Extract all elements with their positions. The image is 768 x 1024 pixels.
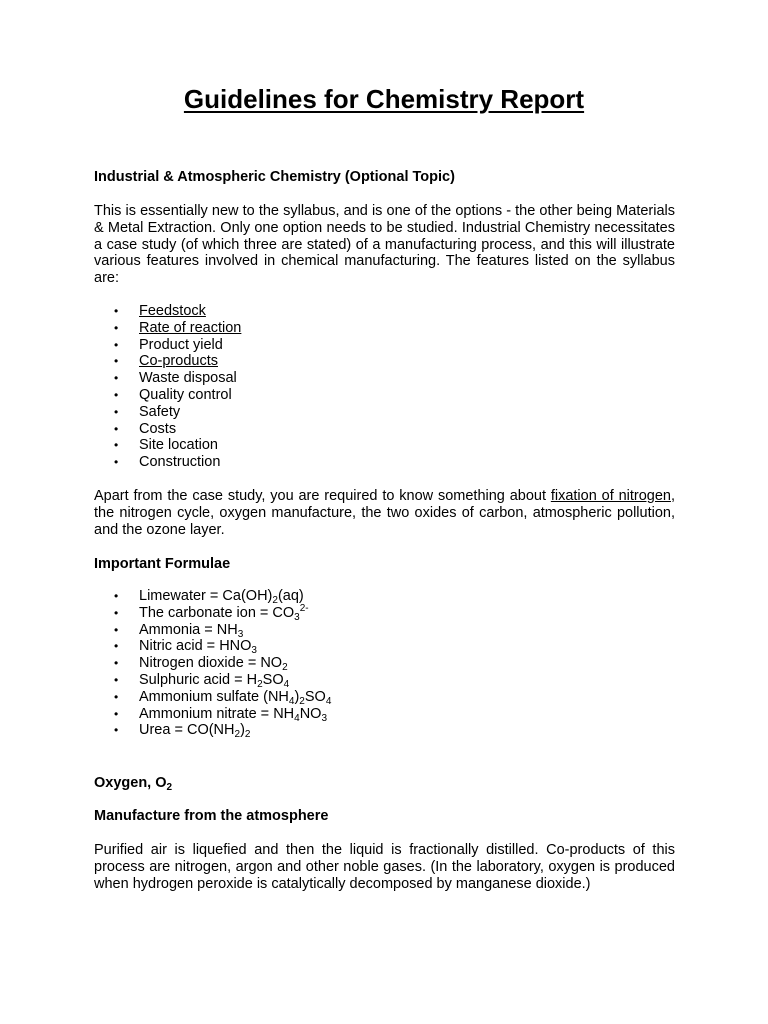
apart-text-after: , the nitrogen cycle, oxygen manufacture, the two oxides of carbon, atmospheric pollution, and the ozone layer. xyxy=(94,488,675,538)
formula-item xyxy=(94,622,331,639)
feature-item xyxy=(94,353,241,370)
formula-item xyxy=(94,672,331,689)
formula-part: (aq) xyxy=(277,588,304,604)
formula-part: 2 xyxy=(282,662,288,674)
feature-label: Construction xyxy=(139,454,221,471)
formula-part: 2 xyxy=(244,729,251,741)
formula-part: NH xyxy=(216,621,238,638)
formula-name: Ammonium nitrate = xyxy=(139,705,274,722)
feature-item xyxy=(94,437,241,454)
formula-part: ) xyxy=(294,688,300,705)
formula-part: 3 xyxy=(237,628,244,640)
formula-name: Sulphuric acid = xyxy=(139,671,247,688)
formula-part: H xyxy=(246,671,258,688)
formula-part: 2 xyxy=(299,695,305,707)
feature-label: Feedstock xyxy=(139,303,206,319)
manufacture-paragraph: Purified air is liquefied and then the liquid is fractionally distilled. Co-products of this process are nitrogen, argon and other noble gases. (In the laboratory, oxygen is produced when hydrogen peroxide is catalytically decomposed by manganese dioxide.) xyxy=(94,842,675,892)
feature-label: Co-products xyxy=(139,353,218,370)
formula-name: The carbonate ion = xyxy=(139,604,273,621)
formula-part: CO(NH xyxy=(186,722,235,739)
formula-part: SO xyxy=(262,671,284,688)
feature-label: Waste disposal xyxy=(139,370,237,387)
feature-label: Safety xyxy=(139,403,181,420)
features-list xyxy=(94,303,241,471)
section-heading-industrial: Industrial & Atmospheric Chemistry (Optional Topic) xyxy=(94,169,455,185)
formula-name: Ammonia = xyxy=(139,621,217,638)
formula-part: 3 xyxy=(251,645,257,657)
formula-part: HNO xyxy=(219,638,252,655)
formula-part: 4 xyxy=(294,712,300,724)
feature-item xyxy=(94,404,241,421)
formula-part: 4 xyxy=(283,678,290,690)
formula-name: Nitrogen dioxide = xyxy=(139,655,261,672)
feature-item xyxy=(94,454,241,471)
formula-name: Limewater = xyxy=(139,588,223,604)
oxygen-heading-text: Oxygen, O xyxy=(94,775,167,791)
formula-item xyxy=(94,655,331,672)
section-heading-oxygen xyxy=(94,775,172,792)
formula-item xyxy=(94,706,331,723)
feature-item xyxy=(94,387,241,404)
formula-item xyxy=(94,638,331,655)
formula-part: (NH xyxy=(263,688,289,705)
fixation-of-nitrogen-link: fixation of nitrogen xyxy=(550,488,671,504)
feature-item xyxy=(94,303,241,320)
page-title: Guidelines for Chemistry Report xyxy=(183,84,585,114)
feature-label: Site location xyxy=(139,437,218,454)
formula-name: Ammonium sulfate xyxy=(139,688,264,705)
formula-part: NH xyxy=(273,705,295,722)
formula-part: ) xyxy=(240,722,245,739)
formula-part: 3 xyxy=(294,611,300,623)
formula-part: 4 xyxy=(288,695,295,707)
feature-label: Costs xyxy=(139,420,177,437)
feature-label: Product yield xyxy=(139,336,223,353)
apart-text-before: Apart from the case study, you are required to know something about xyxy=(94,488,551,504)
formula-name: Nitric acid = xyxy=(139,638,220,655)
section-heading-formulae: Important Formulae xyxy=(94,556,231,572)
oxygen-heading-subscript: 2 xyxy=(166,782,173,793)
feature-item xyxy=(94,370,241,387)
formula-part: 2- xyxy=(299,602,309,614)
formula-part: 2 xyxy=(234,729,241,741)
formula-name: Urea = xyxy=(139,722,187,739)
feature-item xyxy=(94,421,241,438)
formula-item xyxy=(94,689,331,706)
formula-item xyxy=(94,588,331,605)
formula-item xyxy=(94,602,331,623)
feature-label: Rate of reaction xyxy=(139,319,242,336)
feature-label: Quality control xyxy=(139,386,232,403)
section-heading-manufacture: Manufacture from the atmosphere xyxy=(94,808,329,824)
formula-part: NO xyxy=(260,655,283,672)
formulae-list xyxy=(94,588,331,739)
formula-part: 3 xyxy=(321,712,328,724)
formula-item xyxy=(94,722,331,739)
formula-part: 2 xyxy=(272,595,278,606)
formula-part: NO xyxy=(299,705,322,722)
formula-part: CO xyxy=(272,604,295,621)
formula-part: Ca(OH) xyxy=(222,588,273,604)
intro-paragraph: This is essentially new to the syllabus, and is one of the options - the other being Materials & Metal Extraction. Only one option needs to be studied. Industrial Chemistry necessitates a case study (of which three are stated) of a manufacturing process, and this will illustrate various features involved in chemical manufacturing. The features listed on the syllabus are: xyxy=(94,203,675,287)
feature-item xyxy=(94,320,241,337)
formula-part: 2 xyxy=(257,678,263,690)
feature-item xyxy=(94,337,241,354)
apart-paragraph xyxy=(94,488,675,538)
formula-part: SO xyxy=(304,688,326,705)
formula-part: 4 xyxy=(325,695,332,707)
